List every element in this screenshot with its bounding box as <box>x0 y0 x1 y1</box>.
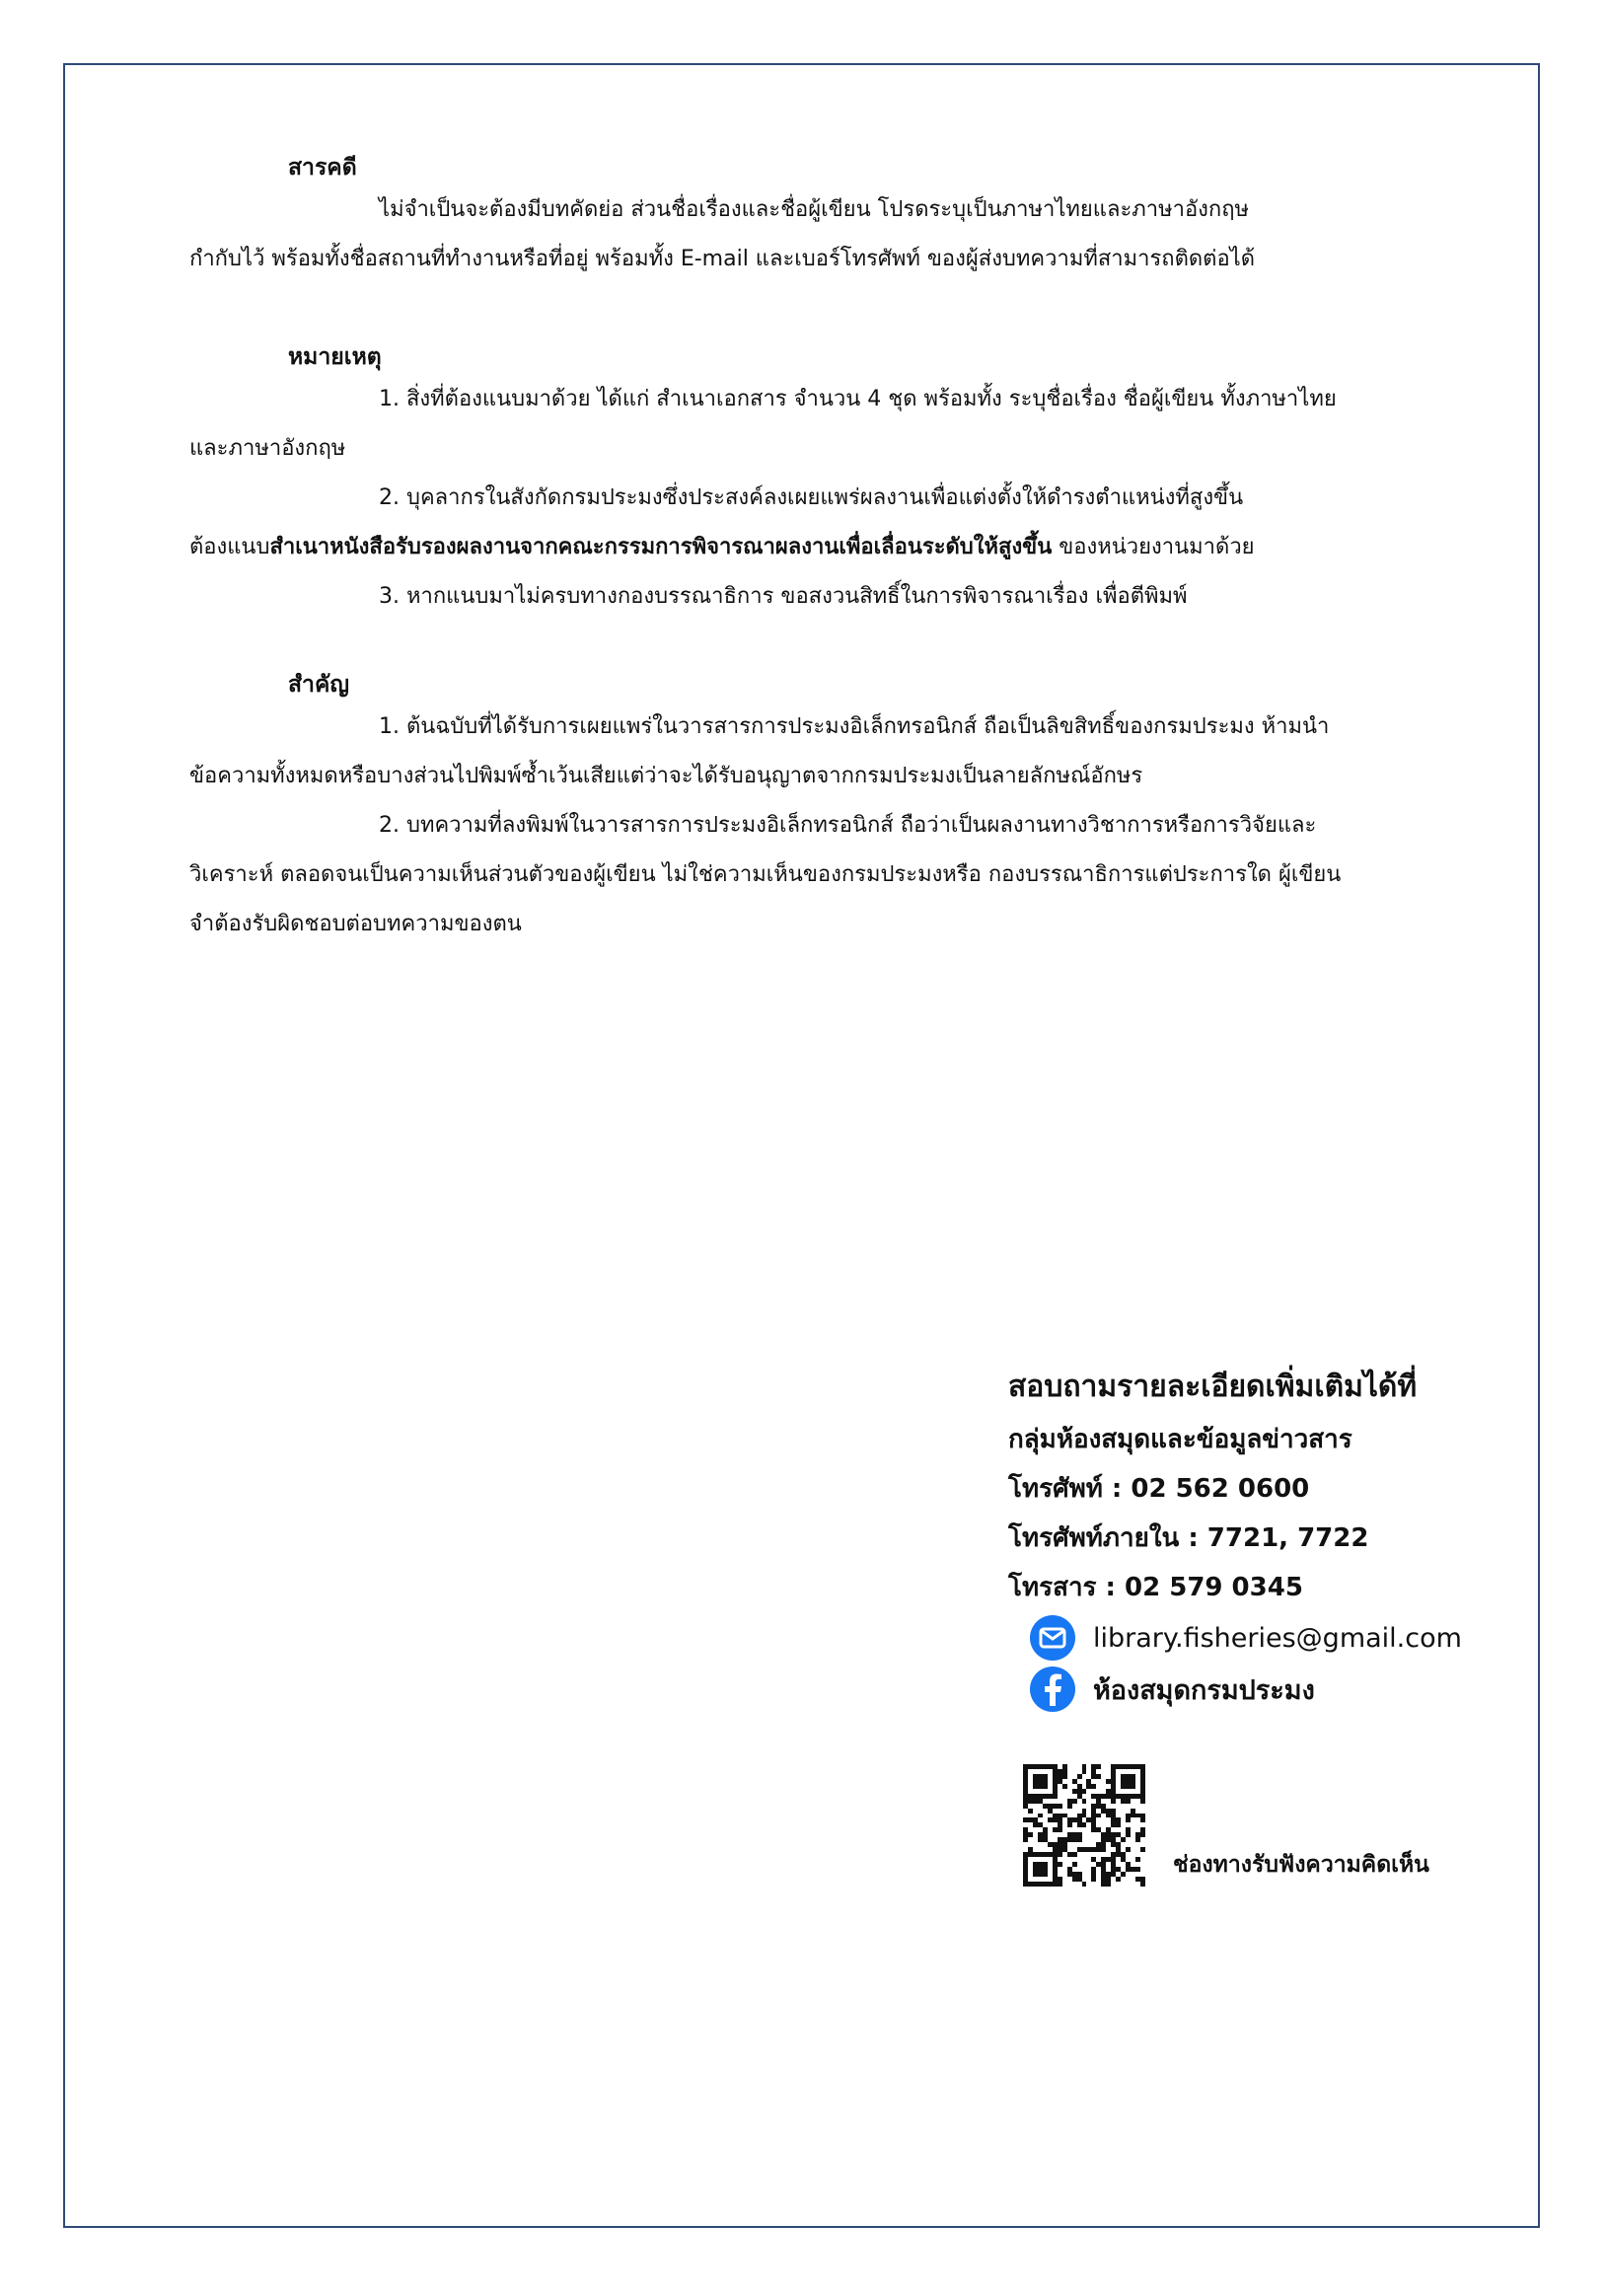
important-item-2-line-1: 2. บทความที่ลงพิมพ์ในวารสารการประมงอิเล็กทรอนิกส์ ถือว่าเป็นผลงานทางวิชาการหรือการวิจัยและ <box>379 813 1317 838</box>
notes-section <box>189 339 1511 622</box>
abstract-line-1: ไม่จำเป็นจะต้องมีบทคัดย่อ ส่วนชื่อเรื่องและชื่อผู้เขียน โปรดระบุเป็นภาษาไทยและภาษาอังกฤษ <box>379 197 1250 222</box>
important-item-2-line-3: จำต้องรับผิดชอบต่อบทความของตน <box>189 912 522 936</box>
important-item-1-line-1: 1. ต้นฉบับที่ได้รับการเผยแพร่ในวารสารการประมงอิเล็กทรอนิกส์ ถือเป็นลิขสิทธิ์ของกรมประมง ห้ามนำ <box>379 714 1330 739</box>
notes-item-2-line-1: 2. บุคลากรในสังกัดกรมประมงซึ่งประสงค์ลงเผยแพร่ผลงานเพื่อแต่งตั้งให้ดำรงตำแหน่งที่สูงขึ้น <box>379 485 1244 510</box>
notes-item-2-suffix: ของหน่วยงานมาด้วย <box>1052 535 1255 559</box>
important-text <box>189 703 1511 949</box>
abstract-section <box>189 150 1511 284</box>
contact-block <box>1008 1360 1501 1715</box>
important-item-2-line-2: วิเคราะห์ ตลอดจนเป็นความเห็นส่วนตัวของผู้เขียน ไม่ใช่ความเห็นของกรมประมงหรือ กองบรรณาธิการแต่ประการใด ผู้เขียน <box>189 862 1342 887</box>
contact-email[interactable]: library.fisheries@gmail.com <box>1093 1622 1462 1654</box>
notes-heading: หมายเหตุ <box>288 344 382 370</box>
contact-facebook-row[interactable] <box>1030 1664 1501 1715</box>
notes-text <box>189 375 1511 622</box>
contact-facebook[interactable]: ห้องสมุดกรมประมง <box>1093 1674 1315 1706</box>
notes-item-1-line-2: และภาษาอังกฤษ <box>189 436 346 461</box>
abstract-line-2: กำกับไว้ พร้อมทั้งชื่อสถานที่ทำงานหรือที่อยู่ พร้อมทั้ง E-mail และเบอร์โทรศัพท์ ของผู้ส่งบทความที่สามารถติดต่อได้ <box>189 247 1256 271</box>
notes-item-3: 3. หากแนบมาไม่ครบทางกองบรรณาธิการ ขอสงวนสิทธิ์ในการพิจารณาเรื่อง เพื่อตีพิมพ์ <box>379 584 1188 609</box>
important-item-1-line-2: ข้อความทั้งหมดหรือบางส่วนไปพิมพ์ซ้ำเว้นเสียแต่ว่าจะได้รับอนุญาตจากกรมประมงเป็นลายลักษณ์อักษร <box>189 764 1143 788</box>
contact-internal-phone: โทรศัพท์ภายใน : 7721, 7722 <box>1008 1523 1369 1553</box>
facebook-icon <box>1030 1666 1075 1712</box>
contact-email-row[interactable] <box>1030 1612 1501 1664</box>
qr-caption: ช่องทางรับฟังความคิดเห็น <box>1173 1852 1429 1878</box>
email-icon <box>1030 1615 1075 1661</box>
qr-section <box>1023 1764 1429 1887</box>
qr-code[interactable] <box>1023 1764 1145 1887</box>
notes-item-2-prefix: ต้องแนบ <box>189 535 270 559</box>
important-heading: สำคัญ <box>288 672 349 698</box>
abstract-heading: สารคดี <box>288 155 357 181</box>
contact-group: กลุ่มห้องสมุดและข้อมูลข่าวสาร <box>1008 1425 1352 1454</box>
important-section <box>189 667 1511 949</box>
abstract-text <box>189 185 1511 284</box>
notes-item-2-bold: สำเนาหนังสือรับรองผลงานจากคณะกรรมการพิจารณาผลงานเพื่อเลื่อนระดับให้สูงขึ้น <box>269 535 1053 559</box>
contact-fax: โทรสาร : 02 579 0345 <box>1008 1573 1303 1602</box>
contact-phone: โทรศัพท์ : 02 562 0600 <box>1008 1474 1310 1504</box>
contact-title: สอบถามรายละเอียดเพิ่มเติมได้ที่ <box>1008 1370 1418 1404</box>
notes-item-1-line-1: 1. สิ่งที่ต้องแนบมาด้วย ได้แก่ สำเนาเอกสาร จำนวน 4 ชุด พร้อมทั้ง ระบุชื่อเรื่อง ชื่อผู้เขียน ทั้งภาษาไทย <box>379 387 1337 411</box>
